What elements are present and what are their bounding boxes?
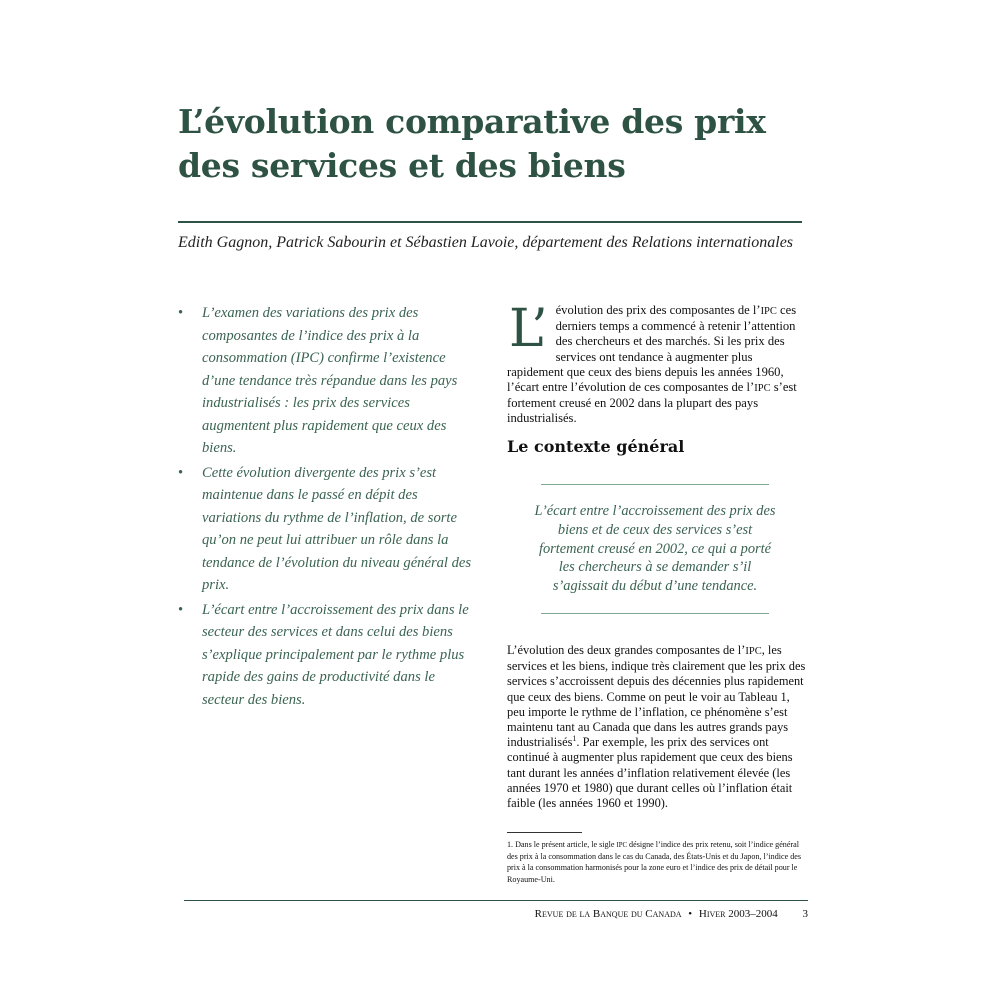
drop-cap: L’ xyxy=(509,299,548,359)
summary-bullet-text: Cette évolution divergente des prix s’est maintenue dans le passé en dépit des variations du rythme de l’inflation, de sorte qu’on ne peut lui attribuer un rôle dans la tendance de l’évolution du niveau général des prix. xyxy=(202,464,472,593)
footer-separator-icon: • xyxy=(688,908,693,920)
page-footer xyxy=(440,908,808,920)
summary-bullet xyxy=(178,462,478,597)
summary-bullet-text: L’écart entre l’accroissement des prix dans le secteur des services et dans celui des biens s’explique principalement par le rythme plus rapide des gains de productivité dans le secteur des biens. xyxy=(202,601,469,708)
intro-text-1: évolution des prix des composantes de l’ xyxy=(555,303,761,317)
body-text-3: . Par exemple, les prix des services ont continué à augmenter plus rapidement que ceux des biens tant durant les années d’inflation relativement élevée (les années 1970 et 1980) que durant celles où l’inflation était faible (les années 1960 et 1990). xyxy=(507,735,793,811)
pull-quote: L’écart entre l’accroissement des prix des biens et de ceux des services s’est fortement creusé en 2002, ce qui a porté les chercheurs à se demander s’il s’agissait du début d’une tendance. xyxy=(534,503,776,595)
issue-label: Hiver 2003–2004 xyxy=(698,908,778,920)
body-paragraph xyxy=(507,643,807,811)
intro-text-2: ces derniers temps a commencé à retenir l’attention des chercheurs et des marchés. Si les prix des services ont tendance à augmenter plus rapidement que ceux des biens depuis les années 1960, l’écart entre l’évolution de ces composantes de l’ xyxy=(507,303,797,395)
footnote-reference[interactable]: 1 xyxy=(572,734,577,744)
body-text-1: L’évolution des deux grandes composantes de l’ xyxy=(507,643,746,657)
page-number: 3 xyxy=(802,908,808,920)
ipc-acronym: IPC xyxy=(616,842,628,849)
ipc-acronym: IPC xyxy=(745,646,762,657)
ipc-acronym: IPC xyxy=(754,383,771,395)
footnote xyxy=(507,839,807,885)
intro-text-3: s’est fortement creusé en 2002 dans la plupart des pays industrialisés. xyxy=(507,380,797,426)
footnote-divider xyxy=(507,832,582,833)
footnote-text-2: désigne l’indice des prix retenu, soit l’indice général des prix à la consommation dans le cas du Canada, des États-Unis et du Japon, l’indice des prix à la consommation harmonisés pour la zone euro et l’indice des prix de détail pour le Royaume-Uni. xyxy=(507,840,801,884)
footnote-text-1: 1. Dans le présent article, le sigle xyxy=(507,840,617,849)
intro-paragraph xyxy=(507,299,805,427)
section-heading: Le contexte général xyxy=(507,437,685,456)
bullet-icon: • xyxy=(178,464,184,481)
right-column xyxy=(507,299,805,427)
authors-line: Edith Gagnon, Patrick Sabourin et Sébastien Lavoie, département des Relations internationales xyxy=(178,234,794,251)
summary-bullet-text: L’examen des variations des prix des composantes de l’indice des prix à la consommation (IPC) confirme l’existence d’une tendance très répandue dans les pays industrialisés : les prix des services augmentent plus rapidement que ceux des biens. xyxy=(202,305,458,456)
summary-bullet xyxy=(178,302,478,460)
bullet-icon: • xyxy=(178,305,184,321)
body-text-2: , les services et les biens, indique très clairement que les prix des services s’accroissent depuis des décennies plus rapidement que ceux des biens. Comme on peut le voir au Tableau 1, peu importe le rythme de l’inflation, ce phénomène s’est maintenu tant au Canada que dans les autres grands pays industrialisés xyxy=(507,643,806,750)
summary-bullets xyxy=(178,302,478,713)
article-title: L’évolution comparative des prix des services et des biens xyxy=(178,102,766,185)
pull-quote-bottom-rule xyxy=(541,613,769,614)
title-divider xyxy=(178,221,802,223)
bullet-icon: • xyxy=(178,601,184,618)
footer-divider xyxy=(184,900,808,901)
pull-quote-top-rule xyxy=(541,484,769,485)
summary-bullet xyxy=(178,599,478,712)
journal-name: Revue de la Banque du Canada xyxy=(534,908,682,920)
ipc-acronym: IPC xyxy=(760,306,777,317)
